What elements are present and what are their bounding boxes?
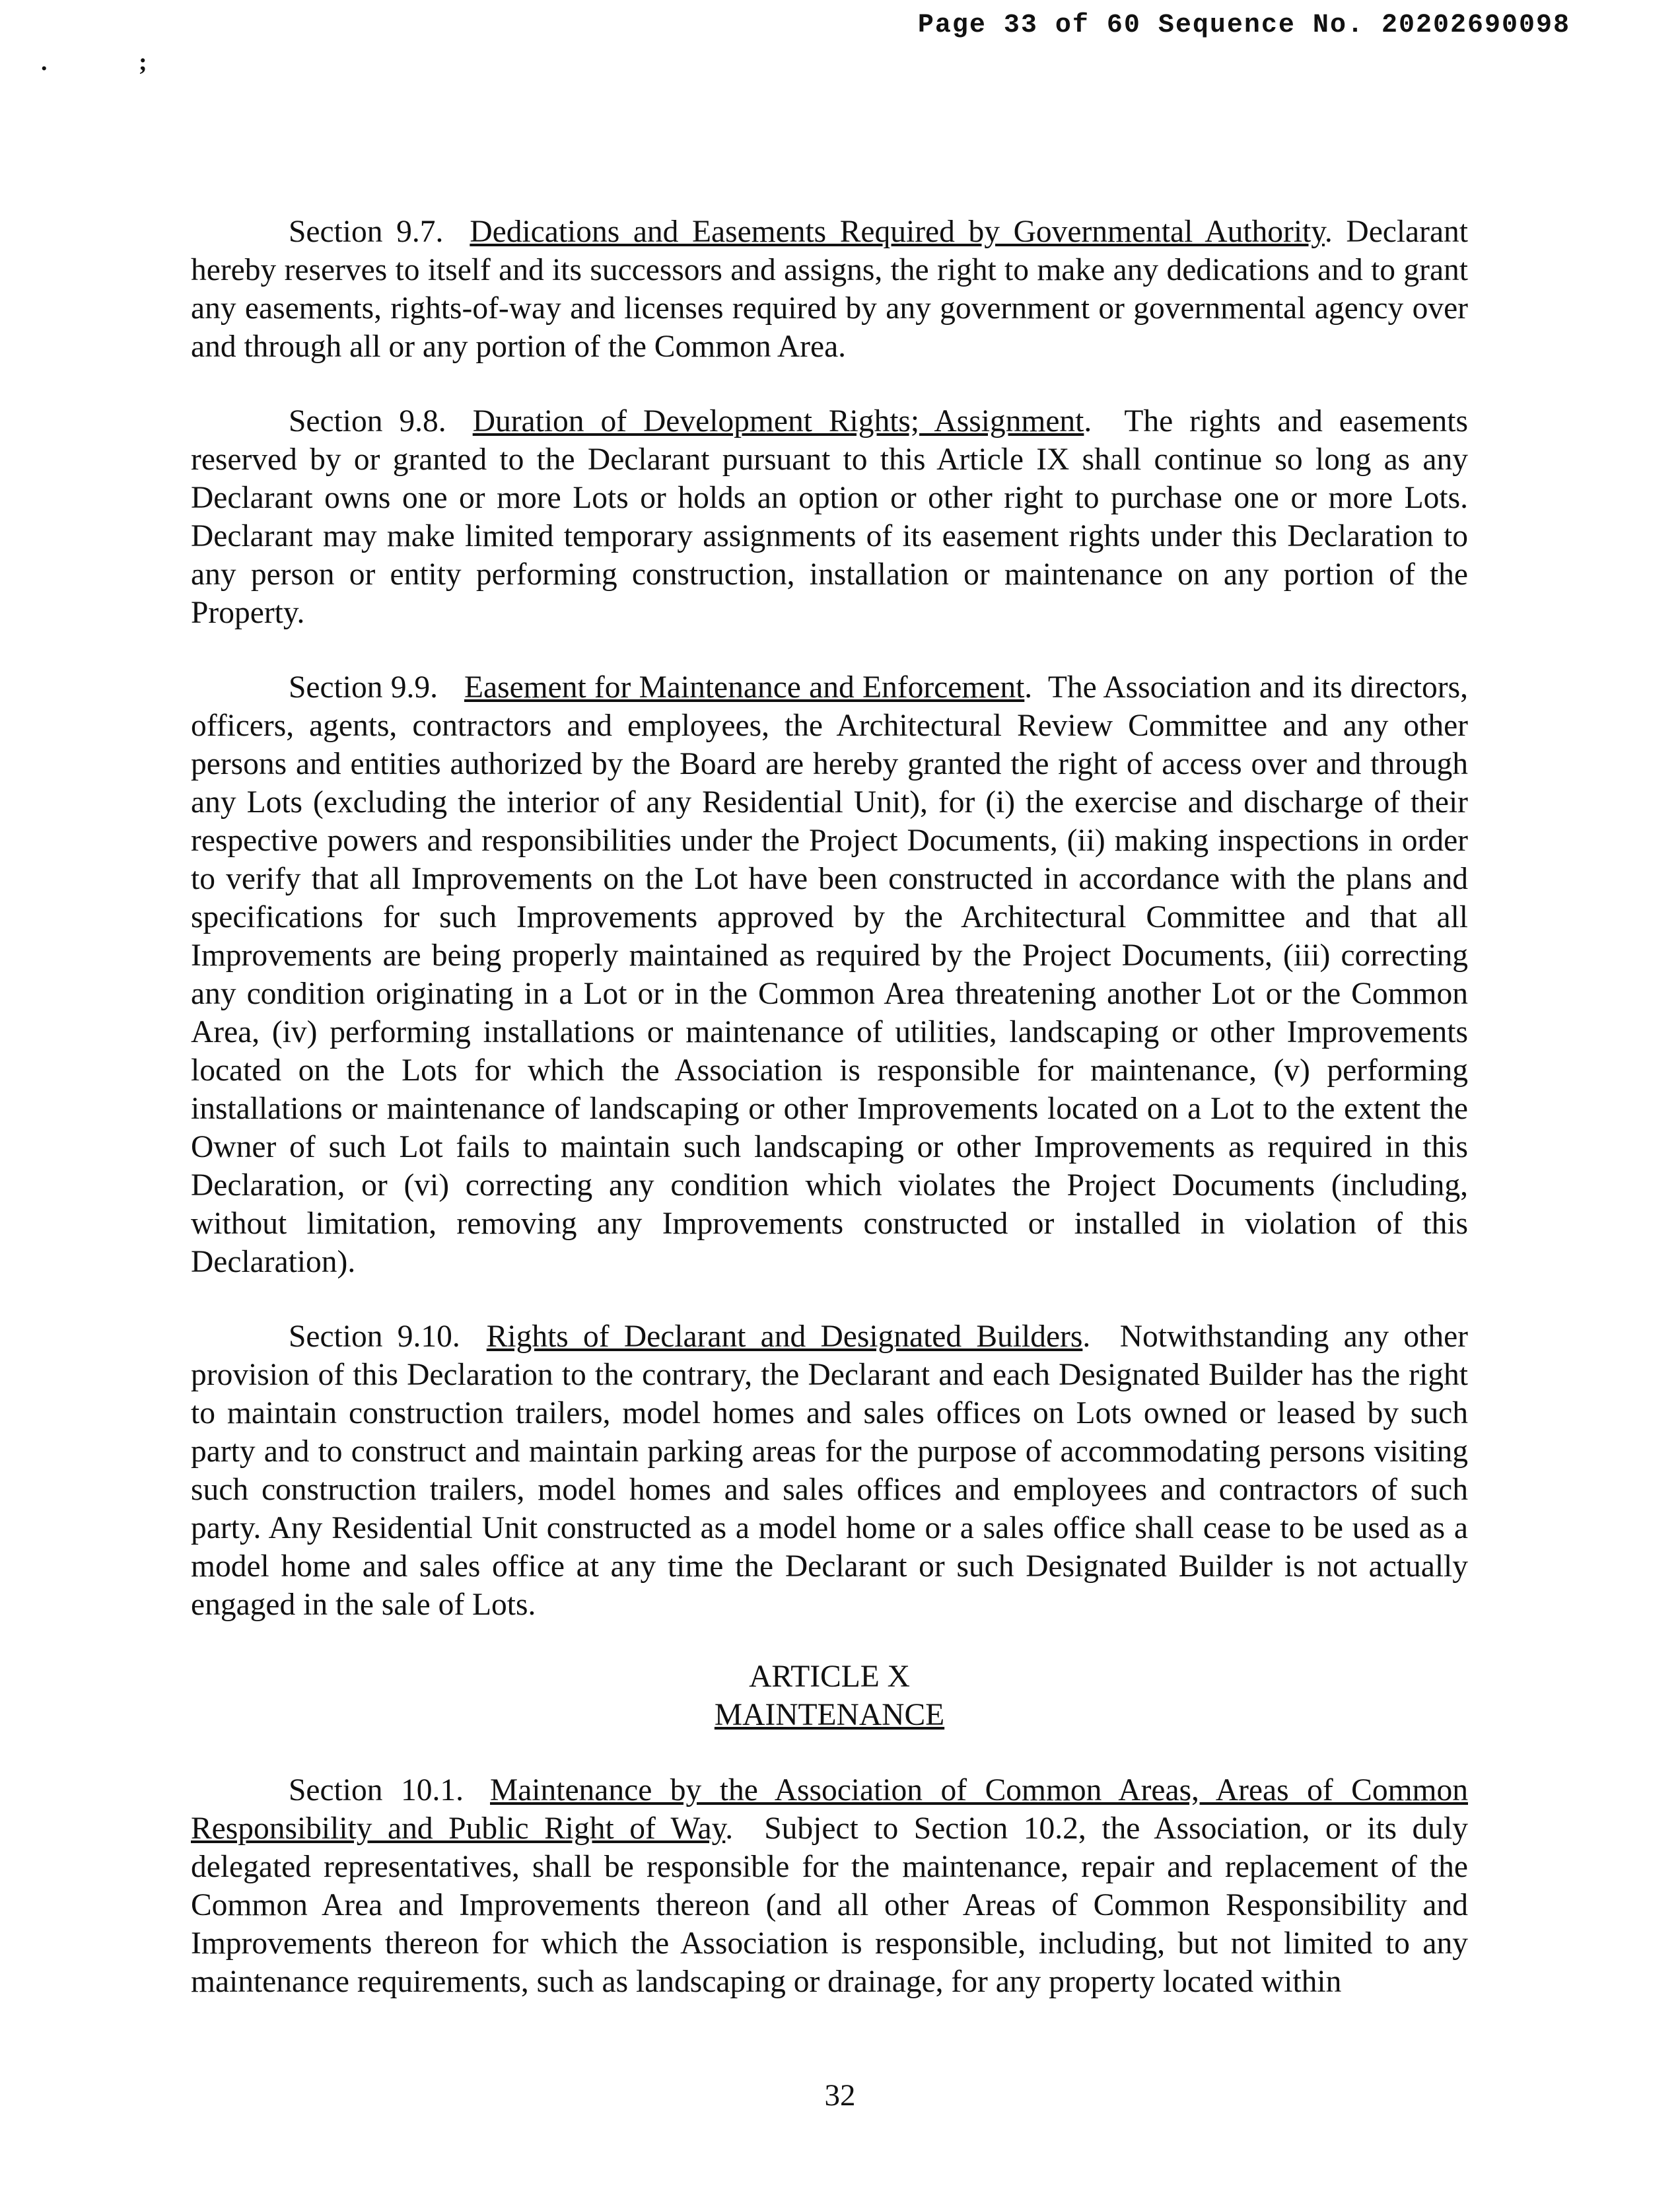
- section-number: Section 10.1.: [289, 1773, 464, 1807]
- section-number: Section 9.10.: [289, 1319, 460, 1354]
- scan-speck: .: [41, 48, 48, 76]
- section-10-1: Section 10.1. Maintenance by the Association of Common Areas, Areas of Common Responsibility and Public Right of Way. Subject to Section 10.2, the Association, or its duly delegated representatives, shall be responsible for the maintenance, repair and replacement of the Common Area and Improvements thereon (and all other Areas of Common Responsibility and Improvements thereon for which the Association is responsible, including, but not limited to any maintenance requirements, such as landscaping or drainage, for any property located within: [191, 1773, 1469, 1999]
- section-heading: Duration of Development Rights; Assignment: [472, 404, 1084, 438]
- section-9-10: Section 9.10. Rights of Declarant and Designated Builders. Notwithstanding any other provision of this Declaration to the contrary, the Declarant and each Designated Builder has the right to maintain construction trailers, model homes and sales offices on Lots owned or leased by such party and to construct and maintain parking areas for the purpose of accommodating persons visiting such construction trailers, model homes and sales offices and employees and contractors of such party. Any Residential Unit constructed as a model home or a sales office shall cease to be used as a model home and sales office at any time the Declarant or such Designated Builder is not actually engaged in the sale of Lots.: [191, 1319, 1468, 1622]
- section-heading: Dedications and Easements Required by Governmental Authority: [470, 215, 1325, 249]
- section-9-9: Section 9.9. Easement for Maintenance and Enforcement. The Association and its directors, officers, agents, contractors and employees, the Architectural Review Committee and any other persons and entities authorized by the Board are hereby granted the right of access over and through any Lots (excluding the interior of any Residential Unit), for (i) the exercise and discharge of their respective powers and responsibilities under the Project Documents, (ii) making inspections in order to verify that all Improvements on the Lot have been constructed in accordance with the plans and specifications for such Improvements approved by the Architectural Committee and that all Improvements are being properly maintained as required by the Project Documents, (iii) correcting any condition originating in a Lot or in the Common Area threatening another Lot or the Common Area, (iv) performing installations or maintenance of utilities, landscaping or other Improvements located on the Lots for which the Association is responsible for maintenance, (v) performing installations or maintenance of landscaping or other Improvements located on a Lot to the extent the Owner of such Lot fails to maintain such landscaping or other Improvements as required in this Declaration, or (vi) correcting any condition which violates the Project Documents (including, without limitation, removing any Improvements constructed or installed in violation of this Declaration).: [191, 670, 1468, 1279]
- article-heading: [191, 1658, 1468, 1734]
- section-number: Section 9.9.: [289, 670, 438, 705]
- page-number: 32: [824, 2078, 856, 2113]
- section-body: The rights and easements reserved by or granted to the Declarant pursuant to this Article IX shall continue so long as any Declarant owns one or more Lots or holds an option or other right to purchase one or more Lots. Declarant may make limited temporary assignments of its easement rights under this Declaration to any person or entity performing construction, installation or maintenance on any portion of the Property.: [191, 404, 1468, 630]
- article-subtitle: MAINTENANCE: [714, 1698, 945, 1732]
- section-body: Declarant hereby reserves to itself and its successors and assigns, the right to make any dedications and to grant any easements, rights-of-way and licenses required by any government or governmental agency over and through all or any portion of the Common Area.: [191, 215, 1468, 364]
- section-body: Subject to Section 10.2, the Association, or its duly delegated representatives, shall be responsible for the maintenance, repair and replacement of the Common Area and Improvements thereon (and all other Areas of Common Responsibility and Improvements thereon for which the Association is responsible, including, but not limited to any maintenance requirements, such as landscaping or drainage, for any property located within: [191, 1811, 1469, 1999]
- section-heading: Rights of Declarant and Designated Builders: [486, 1319, 1083, 1354]
- section-body: Notwithstanding any other provision of this Declaration to the contrary, the Declarant and each Designated Builder has the right to maintain construction trailers, model homes and sales offices on Lots owned or leased by such party and to construct and maintain parking areas for the purpose of accommodating persons visiting such construction trailers, model homes and sales offices and employees and contractors of such party. Any Residential Unit constructed as a model home or a sales office shall cease to be used as a model home and sales office at any time the Declarant or such Designated Builder is not actually engaged in the sale of Lots.: [191, 1319, 1468, 1622]
- section-number: Section 9.8.: [289, 404, 446, 438]
- section-number: Section 9.7.: [289, 215, 444, 249]
- sequence-stamp: Page 33 of 60 Sequence No. 20202690098: [917, 11, 1570, 40]
- article-title: ARTICLE X: [749, 1660, 910, 1694]
- section-9-7: Section 9.7. Dedications and Easements Required by Governmental Authority. Declarant hereby reserves to itself and its successors and assigns, the right to make any dedications and to grant any easements, rights-of-way and licenses required by any government or governmental agency over and through all or any portion of the Common Area.: [191, 215, 1468, 364]
- section-body: The Association and its directors, officers, agents, contractors and employees, the Architectural Review Committee and any other persons and entities authorized by the Board are hereby granted the right of access over and through any Lots (excluding the interior of any Residential Unit), for (i) the exercise and discharge of their respective powers and responsibilities under the Project Documents, (ii) making inspections in order to verify that all Improvements on the Lot have been constructed in accordance with the plans and specifications for such Improvements approved by the Architectural Committee and that all Improvements are being properly maintained as required by the Project Documents, (iii) correcting any condition originating in a Lot or in the Common Area threatening another Lot or the Common Area, (iv) performing installations or maintenance of utilities, landscaping or other Improvements located on the Lots for which the Association is responsible for maintenance, (v) performing installations or maintenance of landscaping or other Improvements located on a Lot to the extent the Owner of such Lot fails to maintain such landscaping or other Improvements as required in this Declaration, or (vi) correcting any condition which violates the Project Documents (including, without limitation, removing any Improvements constructed or installed in violation of this Declaration).: [191, 670, 1468, 1279]
- section-9-8: Section 9.8. Duration of Development Rights; Assignment. The rights and easements reserved by or granted to the Declarant pursuant to this Article IX shall continue so long as any Declarant owns one or more Lots or holds an option or other right to purchase one or more Lots. Declarant may make limited temporary assignments of its easement rights under this Declaration to any person or entity performing construction, installation or maintenance on any portion of the Property.: [191, 404, 1468, 630]
- document-body: [191, 213, 1468, 2037]
- section-heading: Maintenance by the Association of Common Areas, Areas of Common Responsibility and Public Right of Way: [191, 1773, 1468, 1846]
- scan-speck: ;: [139, 48, 147, 76]
- section-heading: Easement for Maintenance and Enforcement: [464, 670, 1025, 705]
